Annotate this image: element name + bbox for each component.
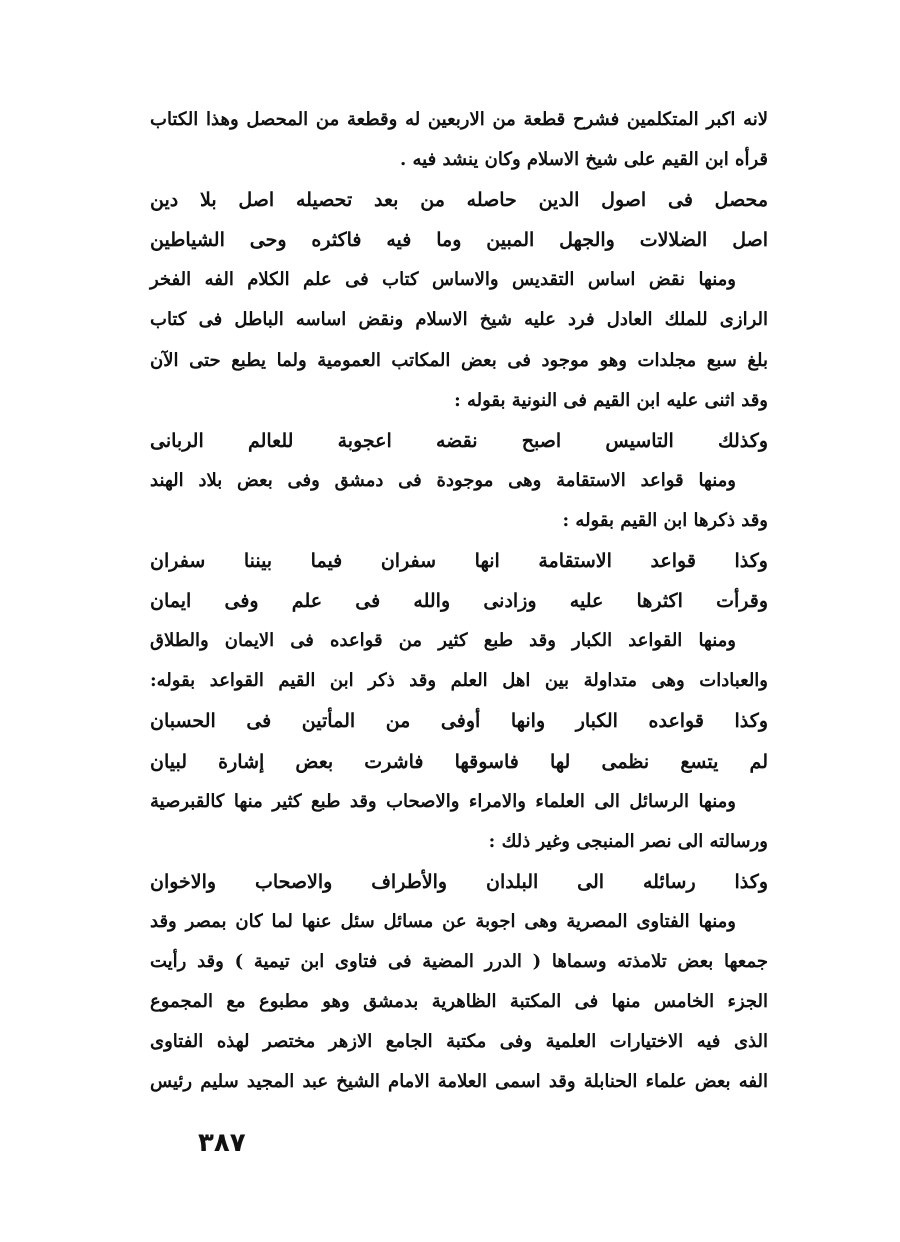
text-line: الذى فيه الاختيارات العلمية وفى مكتبة الجامع الازهر مختصر لهذه الفتاوى [150, 1031, 768, 1053]
text-line: الجزء الخامس منها فى المكتبة الظاهرية بدمشق وهو مطبوع مع المجموع [150, 991, 768, 1013]
text-line: وقد اثنى عليه ابن القيم فى النونية بقوله : [454, 389, 768, 411]
body-text [150, 100, 768, 1102]
text-line: الفه بعض علماء الحنابلة وقد اسمى العلامة الامام الشيخ عبد المجيد سليم رئيس [150, 1071, 768, 1093]
verse-line: لم يتسع نظمى لها فاسوقها فاشرت بعض إشارة لبيان [150, 750, 768, 773]
text-line: ورسالته الى نصر المنبجى وغير ذلك : [488, 830, 768, 852]
verse-line: وكذا قواعد الاستقامة انها سفران فيما بيننا سفران [150, 550, 768, 573]
text-line: جمعها بعض تلامذته وسماها ( الدرر المضية فى فتاوى ابن تيمية ) وقد رأيت [150, 950, 768, 972]
verse-line: وكذلك التاسيس اصبح نقضه اعجوبة للعالم الربانى [150, 429, 768, 452]
text-line: ومنها القواعد الكبار وقد طبع كثير من قواعده فى الايمان والطلاق [150, 630, 736, 652]
verse-line: وكذا رسائله الى البلدان والأطراف والاصحاب والاخوان [150, 870, 768, 893]
verse-line: وكذا قواعده الكبار وانها أوفى من المأتين فى الحسبان [150, 710, 768, 733]
text-line: ومنها الرسائل الى العلماء والامراء والاصحاب وقد طبع كثير منها كالقبرصية [150, 790, 736, 812]
text-line: وقد ذكرها ابن القيم بقوله : [562, 509, 768, 531]
text-line: لانه اكبر المتكلمين فشرح قطعة من الاربعين له وقطعة من المحصل وهذا الكتاب [150, 109, 768, 130]
verse-line: وقرأت اكثرها عليه وزادنى والله فى علم وفى ايمان [150, 590, 768, 613]
text-line: بلغ سبع مجلدات وهو موجود فى بعض المكاتب العمومية ولما يطبع حتى الآن [150, 349, 768, 371]
text-line: والعبادات وهى متداولة بين اهل العلم وقد ذكر ابن القيم القواعد بقوله: [150, 670, 768, 692]
verse-line: اصل الضلالات والجهل المبين وما فيه فاكثره وحى الشياطين [150, 229, 768, 252]
verse-line: محصل فى اصول الدين حاصله من بعد تحصيله اصل بلا دين [150, 189, 768, 212]
text-line: قرأه ابن القيم على شيخ الاسلام وكان ينشد فيه . [399, 149, 768, 171]
text-line: ومنها نقض اساس التقديس والاساس كتاب فى علم الكلام الفه الفخر [150, 269, 736, 291]
page-number: ٣٨٧ [198, 1128, 246, 1158]
text-line: ومنها الفتاوى المصرية وهى اجوبة عن مسائل سئل عنها لما كان بمصر وقد [150, 910, 736, 932]
text-line: الرازى للملك العادل فرد عليه شيخ الاسلام ونقض اساسه الباطل فى كتاب [150, 309, 768, 331]
text-line: ومنها قواعد الاستقامة وهى موجودة فى دمشق وفى بعض بلاد الهند [150, 469, 736, 491]
